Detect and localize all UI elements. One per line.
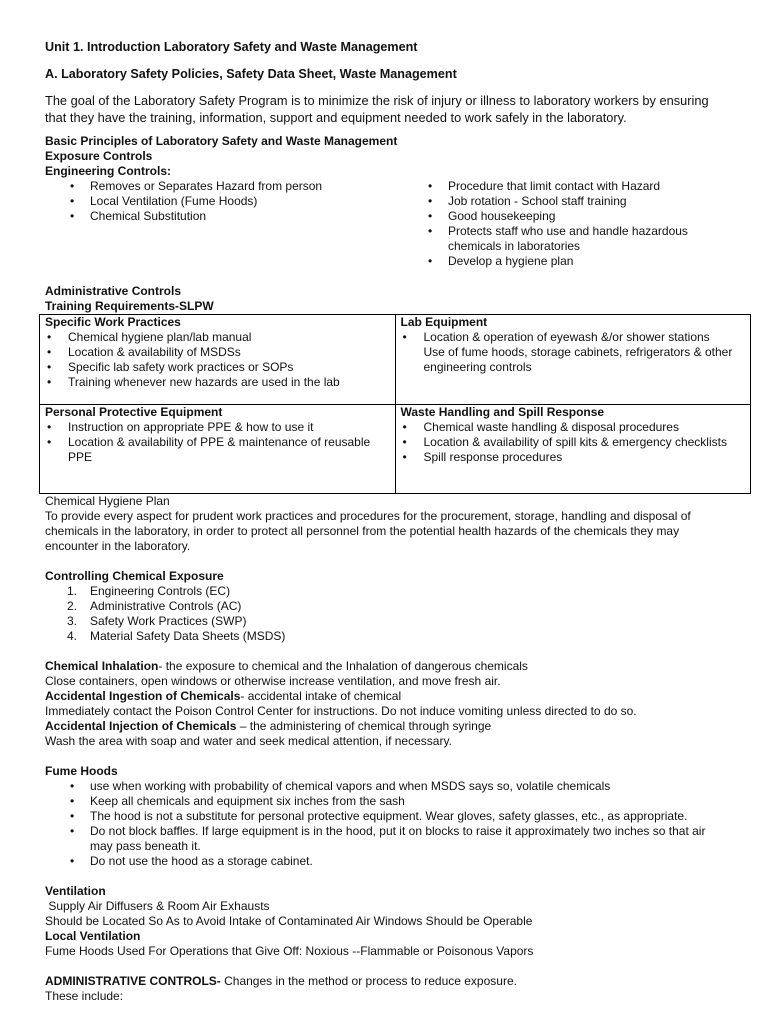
cell-title: Waste Handling and Spill Response [400,405,605,419]
controlling-exposure-heading: Controlling Chemical Exposure [45,569,224,583]
cell-list [45,420,391,465]
list-item: • Location & availability of MSDSs [45,345,391,360]
list-item: • Protects staff who use and handle hazardous chemicals in laboratories [403,224,730,254]
ingestion-action: Immediately contact the Poison Control Center for instructions. Do not induce vomiting unless directed to do so. [45,704,637,718]
cell-title: Personal Protective Equipment [45,405,223,419]
these-include-text: These include: [45,989,124,1003]
local-ventilation-heading: Local Ventilation [45,929,141,943]
ventilation-line-1: Supply Air Diffusers & Room Air Exhausts [45,899,270,913]
engineering-controls-heading: Engineering Controls: [45,164,171,178]
list-item: • Training whenever new hazards are used in the lab [45,375,391,390]
list-item: • Good housekeeping [403,209,730,224]
list-item: 2. Administrative Controls (AC) [67,599,242,613]
cell-extra-text: Use of fume hoods, storage cabinets, refrigerators & other engineering controls [423,345,733,374]
injection-action: Wash the area with soap and water and seek medical attention, if necessary. [45,734,452,748]
training-requirements-heading: Training Requirements-SLPW [45,299,214,313]
list-item: • Keep all chemicals and equipment six inches from the sash [45,794,730,809]
list-item: • Specific lab safety work practices or SOPs [45,360,391,375]
cell-title: Lab Equipment [400,315,488,329]
list-item: • Chemical waste handling & disposal procedures [401,420,747,435]
cell-title: Specific Work Practices [45,315,181,329]
administrative-controls-definition: ADMINISTRATIVE CONTROLS- Changes in the method or process to reduce exposure. [45,974,517,988]
intro-paragraph: The goal of the Laboratory Safety Program is to minimize the risk of injury or illness to laboratory workers by ensuring that they have the training, information, support and equipment needed to work safely in the laboratory. [45,93,709,125]
table-cell-waste-handling [395,405,751,494]
fume-hoods-heading: Fume Hoods [45,764,118,778]
engineering-controls-list [45,179,403,224]
section-title: A. Laboratory Safety Policies, Safety Data Sheet, Waste Management [45,67,457,81]
table-cell-ppe [40,405,396,494]
list-item: • The hood is not a substitute for personal protective equipment. Wear gloves, safety glasses, etc., as appropriate. [45,809,730,824]
list-item: • Location & availability of PPE & maintenance of reusable PPE [45,435,391,465]
fume-hoods-list [45,779,730,869]
list-item: • Do not use the hood as a storage cabinet. [45,854,730,869]
chemical-hygiene-plan-title: Chemical Hygiene Plan [45,494,170,508]
ingestion-definition: Accidental Ingestion of Chemicals- accidental intake of chemical [45,689,402,703]
administrative-controls-heading: Administrative Controls [45,284,182,298]
table-cell-lab-equipment [395,315,751,405]
list-item: • Removes or Separates Hazard from person [45,179,403,194]
inhalation-definition: Chemical Inhalation- the exposure to chemical and the Inhalation of dangerous chemicals [45,659,528,673]
procedures-list [403,179,730,269]
cell-list [45,330,391,390]
controlling-exposure-list [45,584,730,644]
list-item: • Location & operation of eyewash &/or shower stations [401,330,747,345]
list-item: • Location & availability of spill kits & emergency checklists [401,435,747,450]
cell-list [401,420,747,465]
unit-title: Unit 1. Introduction Laboratory Safety and Waste Management [45,40,418,54]
inhalation-action: Close containers, open windows or otherwise increase ventilation, and move fresh air. [45,674,501,688]
table-cell-specific-work-practices [40,315,396,405]
list-item: 4. Material Safety Data Sheets (MSDS) [67,629,286,643]
cell-list [401,330,747,345]
document-page [45,39,733,1004]
list-item: • use when working with probability of chemical vapors and when MSDS says so, volatile chemicals [45,779,730,794]
list-item: • Develop a hygiene plan [403,254,730,269]
procedures-column [403,164,730,269]
list-item: • Instruction on appropriate PPE & how to use it [45,420,391,435]
exposure-controls-heading: Exposure Controls [45,149,153,163]
injection-definition: Accidental Injection of Chemicals – the administering of chemical through syringe [45,719,492,733]
list-item: • Chemical hygiene plan/lab manual [45,330,391,345]
list-item: • Procedure that limit contact with Hazard [403,179,730,194]
engineering-controls-columns [45,164,730,269]
list-item: • Do not block baffles. If large equipment is in the hood, put it on blocks to raise it approximately two inches so that air may pass beneath it. [45,824,730,854]
list-item: • Spill response procedures [401,450,747,465]
chemical-hygiene-plan-text: To provide every aspect for prudent work practices and procedures for the procurement, storage, handling and disposal of chemicals in the laboratory, in order to protect all personnel from the potential health hazards of the chemicals they may encounter in the laboratory. [45,509,691,553]
engineering-controls-column [45,164,403,269]
list-item: • Job rotation - School staff training [403,194,730,209]
training-requirements-table [39,314,751,494]
basic-principles-heading: Basic Principles of Laboratory Safety and Waste Management [45,134,398,148]
list-item: 3. Safety Work Practices (SWP) [67,614,247,628]
ventilation-line-2: Should be Located So As to Avoid Intake of Contaminated Air Windows Should be Operable [45,914,533,928]
local-ventilation-text: Fume Hoods Used For Operations that Give Off: Noxious --Flammable or Poisonous Vapors [45,944,534,958]
list-item: • Local Ventilation (Fume Hoods) [45,194,403,209]
ventilation-heading: Ventilation [45,884,106,898]
list-item: 1. Engineering Controls (EC) [67,584,231,598]
list-item: • Chemical Substitution [45,209,403,224]
